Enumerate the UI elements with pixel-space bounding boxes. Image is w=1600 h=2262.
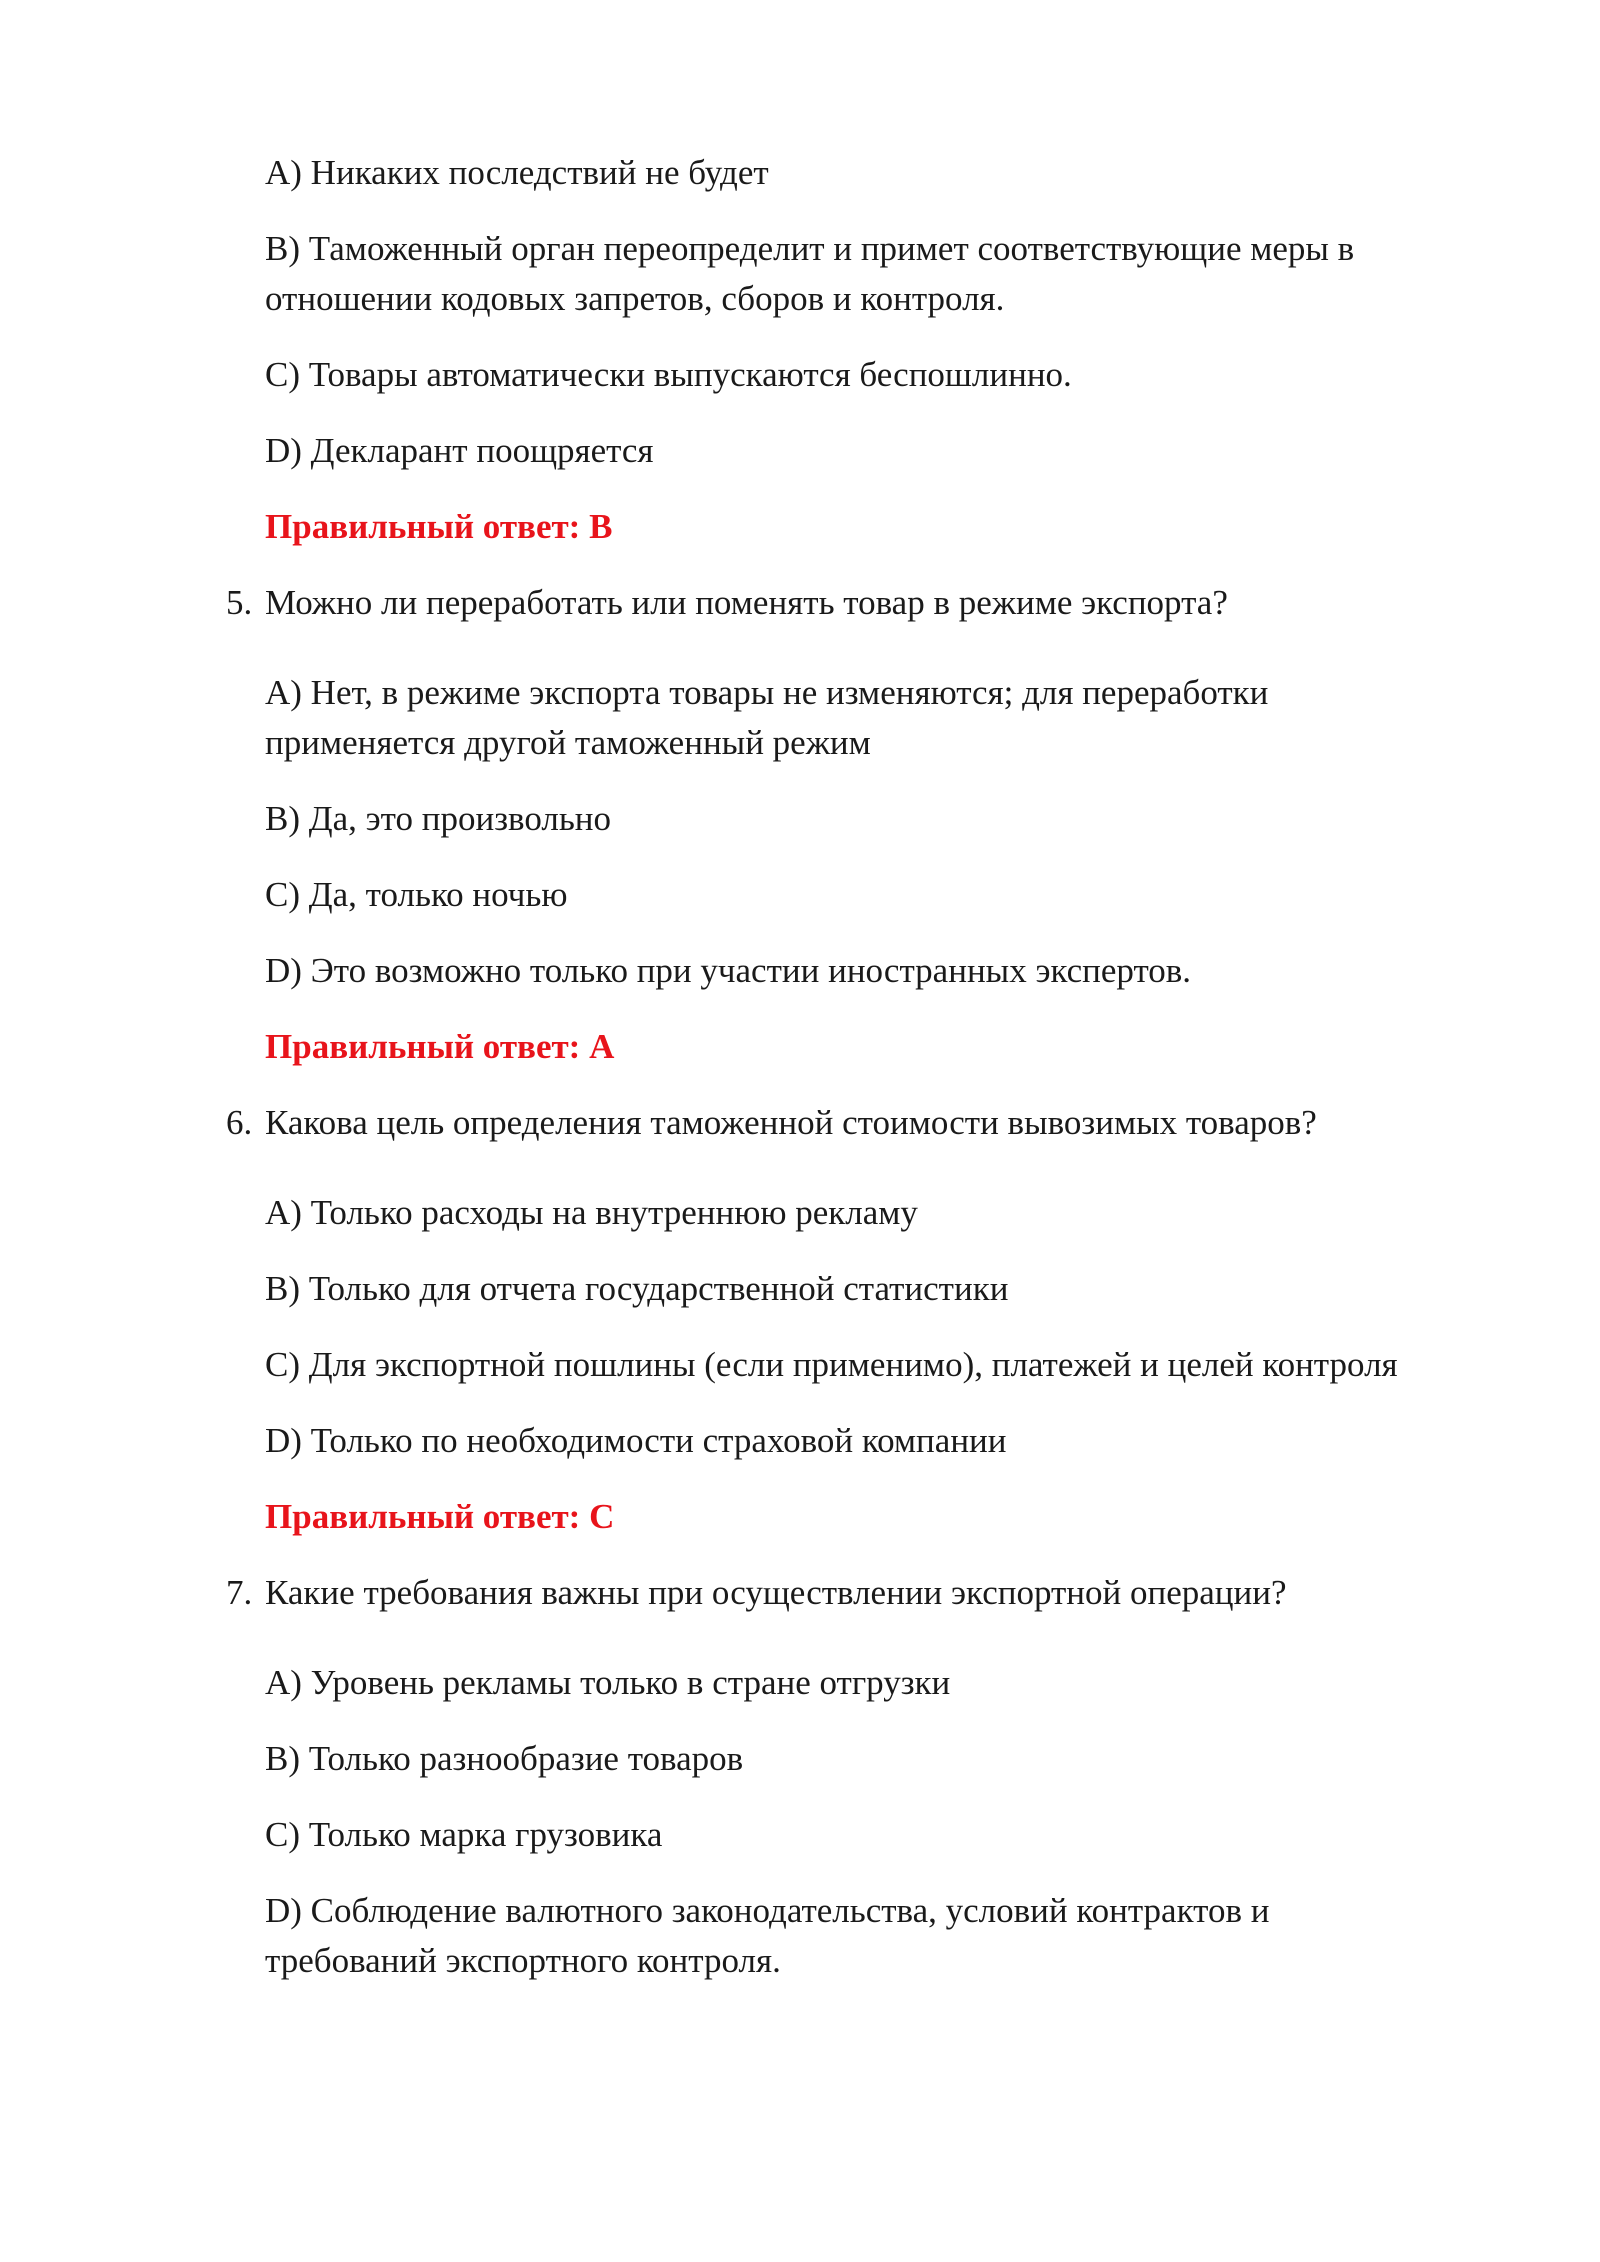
option-a: A) Уровень рекламы только в стране отгрузки <box>265 1663 951 1702</box>
correct-answer: Правильный ответ: C <box>265 1497 615 1536</box>
option-c: C) Только марка грузовика <box>265 1815 663 1854</box>
option-a: A) Никаких последствий не будет <box>265 153 769 192</box>
option-c: C) Для экспортной пошлины (если применимо), платежей и целей контроля <box>265 1345 1398 1384</box>
option-c: C) Товары автоматически выпускаются беспошлинно. <box>265 355 1072 394</box>
question-text: Можно ли переработать или поменять товар в режиме экспорта? <box>265 583 1228 622</box>
option-d: D) Соблюдение валютного законодательства, условий контрактов и требований экспортного контроля. <box>265 1891 1270 1980</box>
option-d: D) Это возможно только при участии иностранных экспертов. <box>265 951 1192 990</box>
option-b: B) Таможенный орган переопределит и примет соответствующие меры в отношении кодовых запретов, сборов и контроля. <box>265 229 1355 318</box>
correct-answer: Правильный ответ: A <box>265 1027 615 1066</box>
option-c: C) Да, только ночью <box>265 875 568 914</box>
option-b: B) Только для отчета государственной статистики <box>265 1269 1009 1308</box>
option-a: A) Нет, в режиме экспорта товары не изменяются; для переработки применяется другой таможенный режим <box>265 673 1269 762</box>
question-7 <box>226 1568 1456 1618</box>
correct-answer: Правильный ответ: B <box>265 507 613 546</box>
question-text: Какие требования важны при осуществлении экспортной операции? <box>265 1573 1287 1612</box>
option-b: B) Да, это произвольно <box>265 799 612 838</box>
document-content <box>0 148 1600 2012</box>
option-d: D) Только по необходимости страховой компании <box>265 1421 1007 1460</box>
question-number: 7. <box>226 1573 253 1612</box>
question-number: 6. <box>226 1103 253 1142</box>
option-b: B) Только разнообразие товаров <box>265 1739 744 1778</box>
question-number: 5. <box>226 583 253 622</box>
option-a: A) Только расходы на внутреннюю рекламу <box>265 1193 918 1232</box>
question-text: Какова цель определения таможенной стоимости вывозимых товаров? <box>265 1103 1317 1142</box>
question-6 <box>226 1098 1456 1148</box>
question-5 <box>226 578 1456 628</box>
option-d: D) Декларант поощряется <box>265 431 654 470</box>
